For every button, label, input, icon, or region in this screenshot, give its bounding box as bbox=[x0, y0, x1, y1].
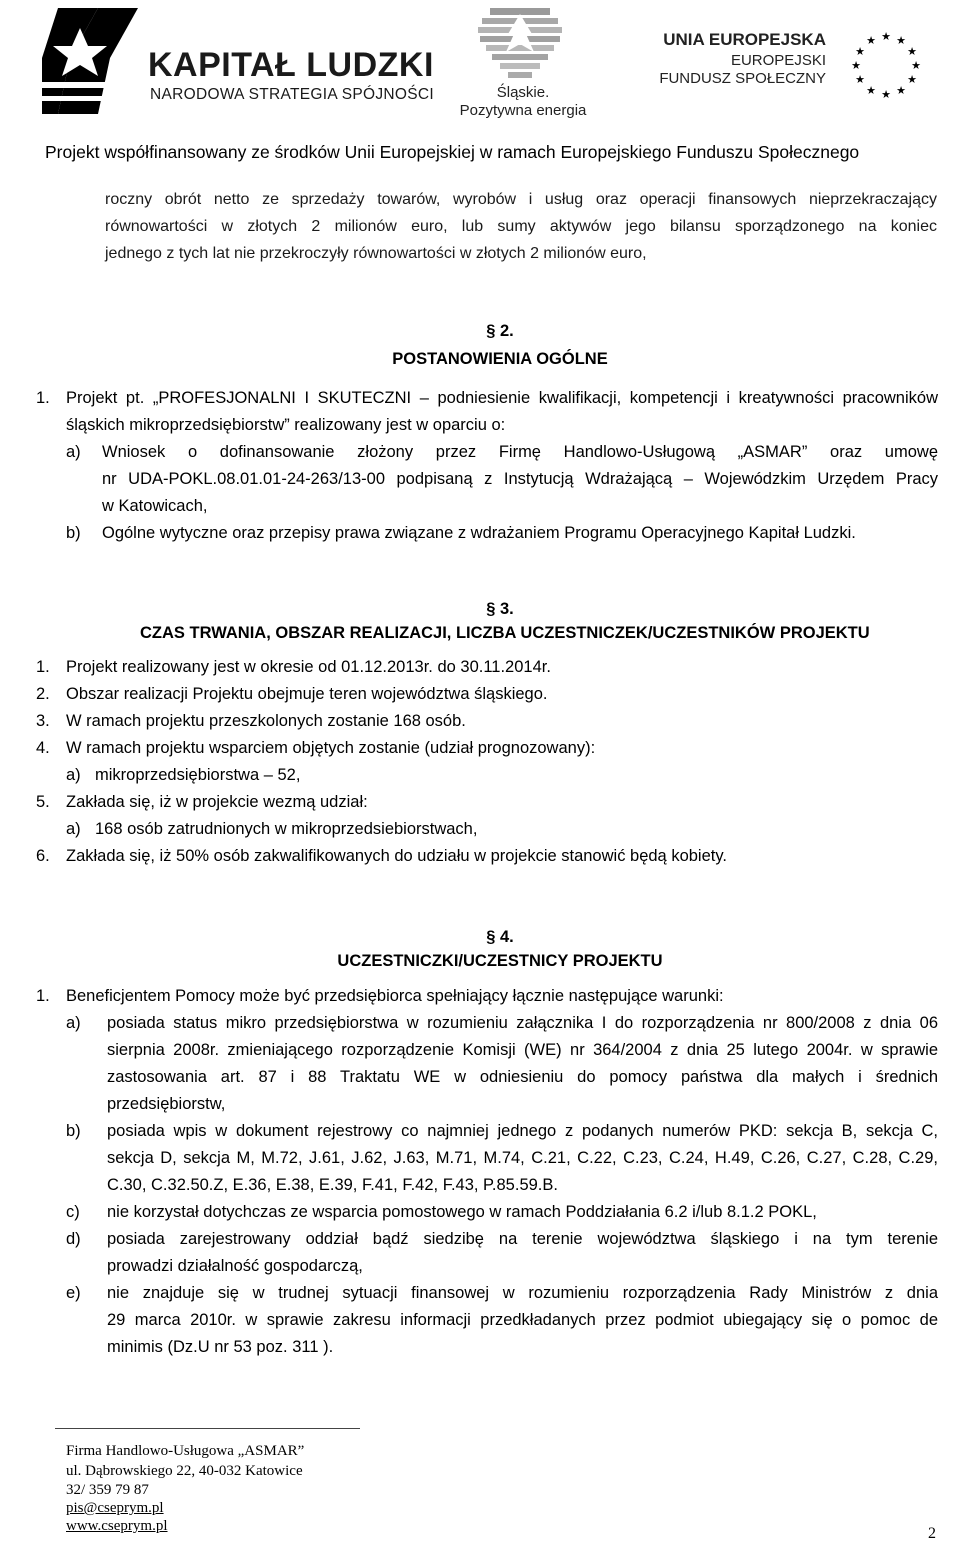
section-2-a-line-1: Wniosek o dofinansowanie złożony przez Firmę Handlowo-Usługową „ASMAR” oraz umowę bbox=[102, 443, 938, 461]
section-4-e-line-3: minimis (Dz.U nr 53 poz. 311 ). bbox=[107, 1338, 334, 1356]
footer-email-link[interactable]: pis@cseprym.pl bbox=[66, 1500, 164, 1516]
section-3-item-text: Zakłada się, iż 50% osób zakwalifikowanych do udziału w projekcie stanowić będą kobiety. bbox=[66, 847, 727, 865]
section-4-b-label: b) bbox=[66, 1122, 81, 1140]
section-3-number: § 3. bbox=[486, 600, 514, 618]
footer-company: Firma Handlowo-Usługowa „ASMAR” bbox=[66, 1443, 305, 1459]
slaskie-name: Śląskie. bbox=[496, 84, 550, 101]
section-4-e-label: e) bbox=[66, 1284, 81, 1302]
section-4-e-line-2: 29 marca 2010r. w sprawie zakresu informacji przedkładanych przez podmiot ubiegający się o pomoc de bbox=[107, 1311, 938, 1329]
section-4-d-label: d) bbox=[66, 1230, 81, 1248]
section-4-c-line-1: nie korzystał dotychczas ze wsparcia pomostowego w ramach Poddziałania 6.2 i/lub 8.1.2 POKL, bbox=[107, 1203, 817, 1221]
kapital-ludzki-star-icon bbox=[40, 6, 140, 116]
section-2-item-1-number: 1. bbox=[36, 389, 50, 407]
section-2-title: POSTANOWIENIA OGÓLNE bbox=[392, 350, 608, 368]
intro-line-2: równowartości w złotych 2 milionów euro, lub sumy aktywów jego bilansu sporządzonego na koniec bbox=[105, 218, 937, 235]
section-3-title: CZAS TRWANIA, OBSZAR REALIZACJI, LICZBA UCZESTNICZEK/UCZESTNIKÓW PROJEKTU bbox=[140, 624, 870, 642]
section-4-c-label: c) bbox=[66, 1203, 80, 1221]
svg-text:★: ★ bbox=[896, 34, 906, 47]
section-2-item-1-line-1: Projekt pt. „PROFESJONALNI I SKUTECZNI – podniesienie kwalifikacji, kompetencji i kreatywności pracowników bbox=[66, 389, 938, 407]
ue-fund-line2: FUNDUSZ SPOŁECZNY bbox=[659, 70, 826, 87]
svg-text:★: ★ bbox=[881, 30, 891, 43]
section-3-item-number: 6. bbox=[36, 847, 50, 865]
page-number: 2 bbox=[928, 1525, 936, 1542]
section-3-subitem-label: a) bbox=[66, 820, 81, 838]
intro-line-3: jednego z tych lat nie przekroczyły równowartości w złotych 2 milionów euro, bbox=[105, 245, 647, 262]
section-4-a-line-3: zastosowania art. 87 i 88 Traktatu WE w odniesieniu do pomocy państwa dla małych i średnich bbox=[107, 1068, 938, 1086]
slaskie-logo bbox=[448, 4, 598, 129]
svg-text:★: ★ bbox=[907, 45, 917, 58]
section-4-d-line-2: prowadzi działalność gospodarczą, bbox=[107, 1257, 363, 1275]
footer-website-link[interactable]: www.cseprym.pl bbox=[66, 1518, 168, 1534]
section-3-item-number: 4. bbox=[36, 739, 50, 757]
section-4-b-line-3: C.30, C.32.50.Z, E.36, E.38, E.39, F.41, F.42, F.43, P.85.59.B. bbox=[107, 1176, 558, 1194]
section-3-subitem-label: a) bbox=[66, 766, 81, 784]
ue-fund-line1: EUROPEJSKI bbox=[730, 52, 826, 69]
section-4-a-line-4: przedsiębiorstw, bbox=[107, 1095, 226, 1113]
unia-europejska-logo bbox=[659, 28, 936, 108]
svg-text:★: ★ bbox=[866, 34, 876, 47]
section-2-item-1-line-2: śląskich mikroprzedsiębiorstw” realizowany jest w oparciu o: bbox=[66, 416, 506, 434]
section-3-subitem-text: mikroprzedsiębiorstwa – 52, bbox=[95, 766, 301, 784]
section-4-title: UCZESTNICZKI/UCZESTNICY PROJEKTU bbox=[337, 952, 663, 970]
svg-text:★: ★ bbox=[855, 73, 865, 86]
section-2-b-line-1: Ogólne wytyczne oraz przepisy prawa związane z wdrażaniem Programu Operacyjnego Kapitał Ludzki. bbox=[102, 524, 856, 542]
section-3-item-text: W ramach projektu wsparciem objętych zostanie (udział prognozowany): bbox=[66, 739, 596, 757]
footer-phone: 32/ 359 79 87 bbox=[66, 1482, 149, 1498]
section-4-e-line-1: nie znajduje się w trudnej sytuacji finansowej w rozumieniu rozporządzenia Rady Ministrów z dnia bbox=[107, 1284, 938, 1302]
section-3-item-number: 3. bbox=[36, 712, 50, 730]
svg-text:★: ★ bbox=[881, 88, 891, 98]
section-2-a-label: a) bbox=[66, 443, 81, 461]
section-2-a-line-3: w Katowicach, bbox=[102, 497, 208, 515]
section-3-item-text: Zakłada się, iż w projekcie wezmą udział: bbox=[66, 793, 368, 811]
eu-flag-stars-icon bbox=[836, 28, 936, 98]
slaskie-tagline: Pozytywna energia bbox=[459, 102, 587, 119]
slaskie-eagle-icon bbox=[470, 4, 570, 86]
svg-text:★: ★ bbox=[851, 59, 861, 72]
section-2-number: § 2. bbox=[486, 322, 514, 340]
section-3-item-number: 1. bbox=[36, 658, 50, 676]
intro-line-1: roczny obrót netto ze sprzedaży towarów, wyrobów i usług oraz operacji finansowych nieprzekraczający bbox=[105, 191, 937, 208]
svg-text:★: ★ bbox=[911, 59, 921, 72]
svg-text:★: ★ bbox=[907, 73, 917, 86]
section-2-b-label: b) bbox=[66, 524, 81, 542]
kapital-ludzki-title: KAPITAŁ LUDZKI bbox=[148, 46, 434, 84]
section-4-a-line-1: posiada status mikro przedsiębiorstwa w rozumieniu załącznika I do rozporządzenia nr 800/2008 z dnia 06 bbox=[107, 1014, 938, 1032]
section-4-b-line-1: posiada wpis w dokument rejestrowy co najmniej jednego z podanych numerów PKD: sekcja B, sekcja C, bbox=[107, 1122, 938, 1140]
section-3-item-text: W ramach projektu przeszkolonych zostanie 168 osób. bbox=[66, 712, 466, 730]
svg-text:★: ★ bbox=[855, 45, 865, 58]
section-4-d-line-1: posiada zarejestrowany oddział bądź siedzibę na terenie województwa śląskiego i na tym terenie bbox=[107, 1230, 938, 1248]
footer-address: ul. Dąbrowskiego 22, 40-032 Katowice bbox=[66, 1463, 303, 1479]
ue-title: UNIA EUROPEJSKA bbox=[663, 30, 826, 49]
footer-divider bbox=[55, 1428, 360, 1429]
svg-text:★: ★ bbox=[896, 84, 906, 97]
section-3-subitem-text: 168 osób zatrudnionych w mikroprzedsiebiorstwach, bbox=[95, 820, 478, 838]
section-3-item-number: 5. bbox=[36, 793, 50, 811]
section-3-item-text: Projekt realizowany jest w okresie od 01.12.2013r. do 30.11.2014r. bbox=[66, 658, 551, 676]
svg-text:★: ★ bbox=[866, 84, 876, 97]
section-4-item-1-number: 1. bbox=[36, 987, 50, 1005]
section-4-item-1-text: Beneficjentem Pomocy może być przedsiębiorca spełniający łącznie następujące warunki: bbox=[66, 987, 724, 1005]
kapital-ludzki-subtitle: NARODOWA STRATEGIA SPÓJNOŚCI bbox=[150, 86, 434, 103]
section-4-a-line-2: sierpnia 2008r. zmieniającego rozporządzenie Komisji (WE) nr 364/2004 z dnia 25 lutego 2004r. w sprawie bbox=[107, 1041, 938, 1059]
section-4-a-label: a) bbox=[66, 1014, 81, 1032]
cofinancing-statement: Projekt współfinansowany ze środków Unii Europejskiej w ramach Europejskiego Funduszu Społecznego bbox=[45, 142, 860, 162]
section-4-number: § 4. bbox=[486, 928, 514, 946]
section-4-b-line-2: sekcja D, sekcja M, M.72, J.61, J.62, J.63, M.71, M.74, C.21, C.22, C.23, C.24, H.49, C.26, C.27, C.28, C.29, bbox=[107, 1149, 938, 1167]
kapital-ludzki-logo bbox=[40, 6, 434, 116]
section-3-item-text: Obszar realizacji Projektu obejmuje teren województwa śląskiego. bbox=[66, 685, 548, 703]
section-2-a-line-2: nr UDA-POKL.08.01.01-24-263/13-00 podpisaną z Instytucją Wdrażającą – Wojewódzkim Urzędem Pracy bbox=[102, 470, 938, 488]
section-3-item-number: 2. bbox=[36, 685, 50, 703]
